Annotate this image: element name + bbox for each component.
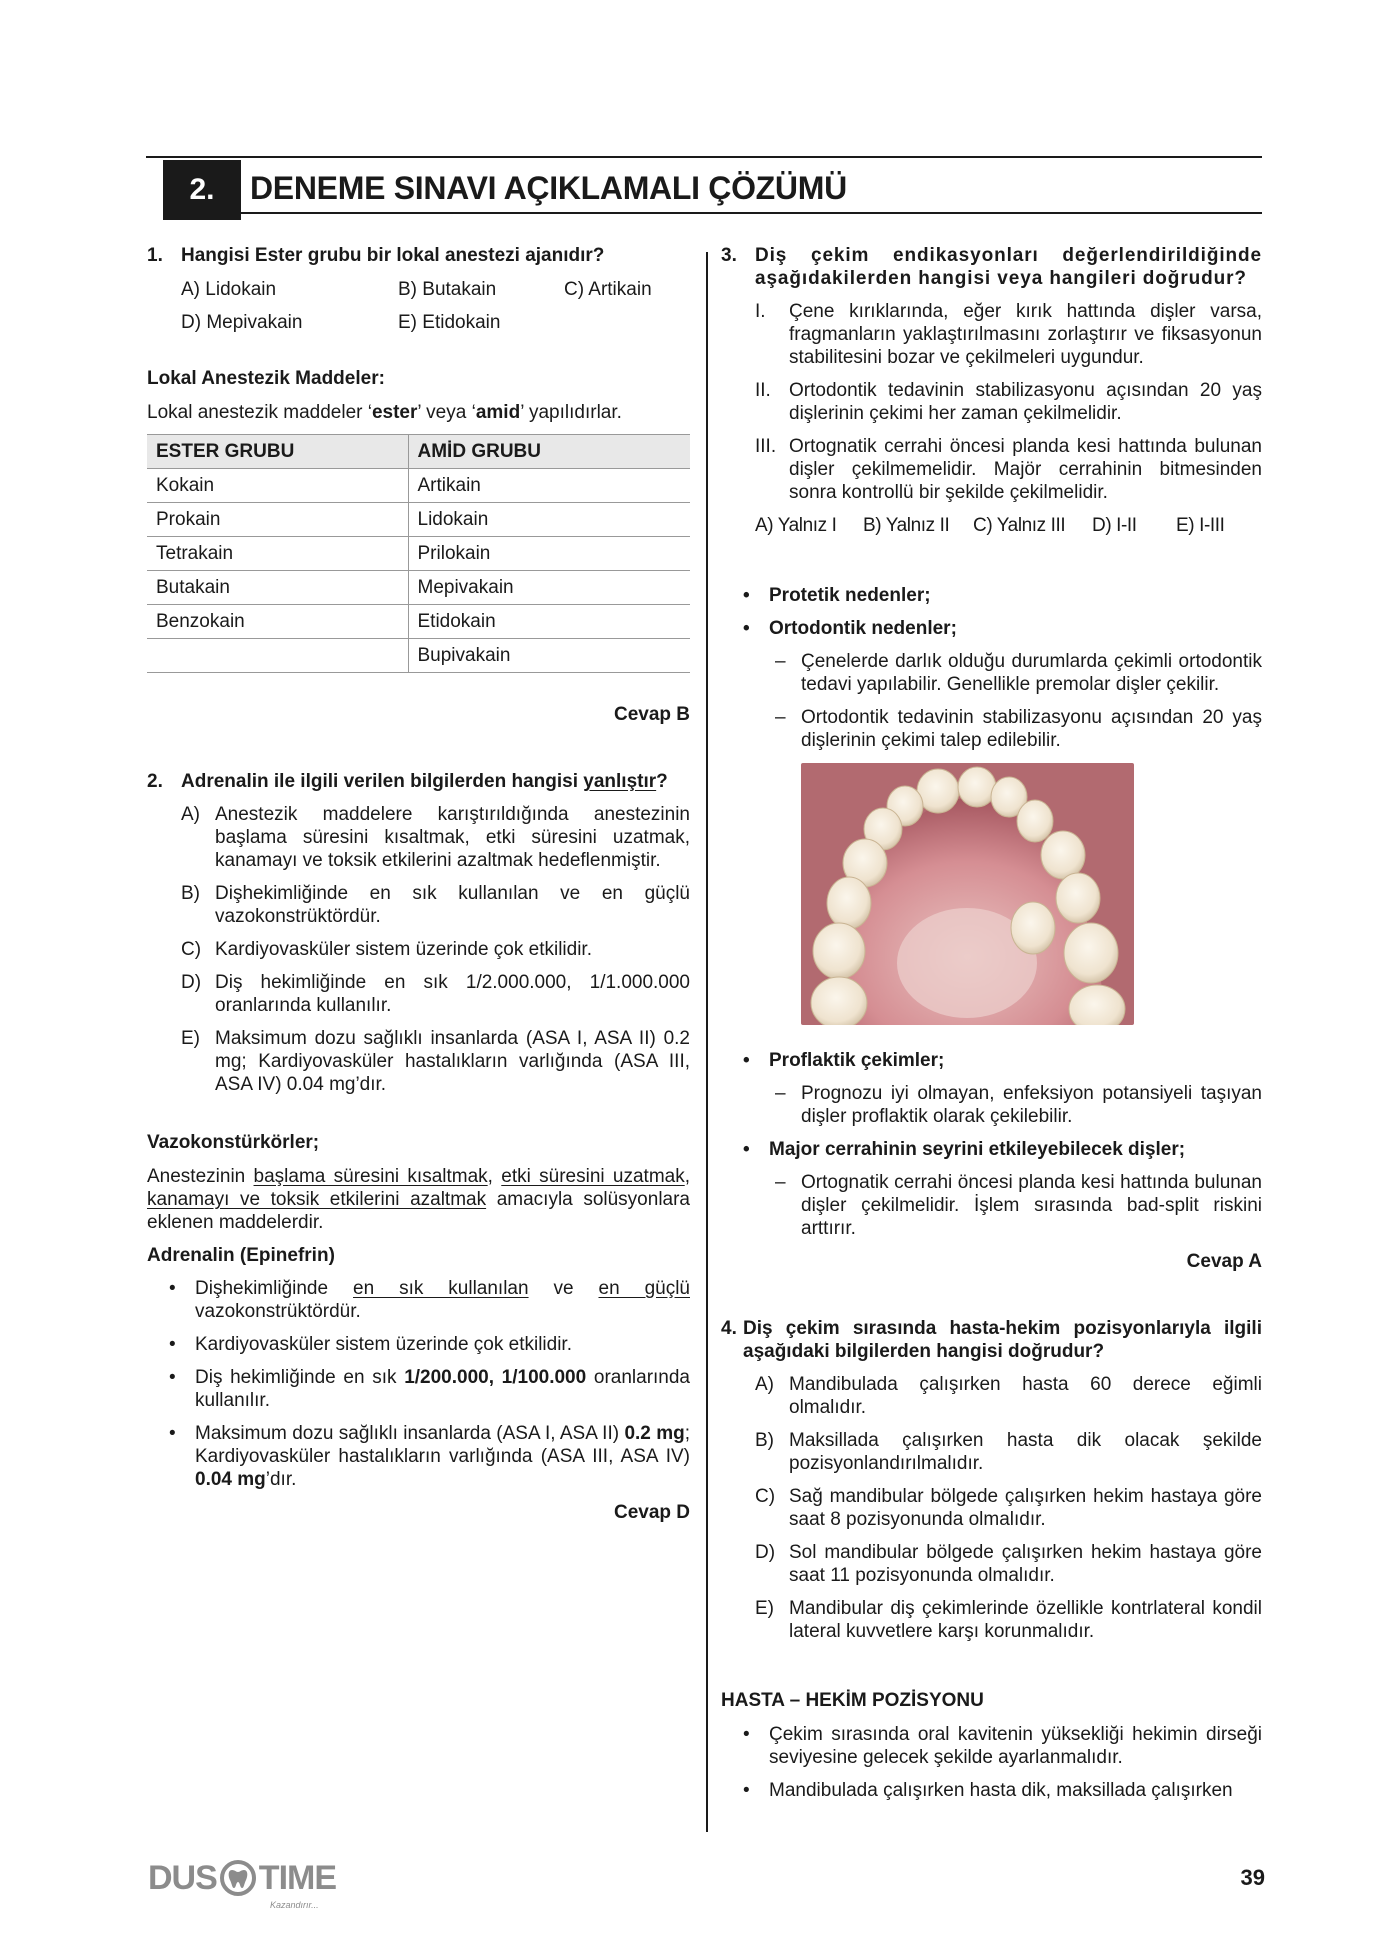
option-b: B) Dişhekimliğinde en sık kullanılan ve en güçlü vazokonstrüktördür.: [181, 883, 690, 927]
question-3: [721, 244, 1262, 290]
sub-item: – Çenelerde darlık olduğu durumlarda çekimli ortodontik tedavi yapılabilir. Genellikle premolar dişler çekilir.: [775, 651, 1262, 695]
logo-text-left: DUS: [148, 1858, 217, 1897]
list-item: • Proflaktik çekimler;: [743, 1050, 945, 1071]
option-a: A) Anestezik maddelere karıştırıldığında anestezinin başlama süresini kısaltmak, etki süresini uzatmak, kanamayı ve toksik etkilerini azaltmak hedeflenmiştir.: [181, 804, 690, 871]
table-row: [147, 639, 690, 673]
list-item: • Major cerrahinin seyrini etkileyebilecek dişler;: [743, 1139, 1186, 1160]
table-cell: Mepivakain: [408, 571, 690, 605]
option-a: A) Yalnız I: [755, 515, 837, 536]
list-item: • Kardiyovasküler sistem üzerinde çok etkilidir.: [169, 1334, 572, 1355]
section-title: Adrenalin (Epinefrin): [147, 1245, 335, 1266]
option-c: C) Yalnız III: [973, 515, 1066, 536]
sub-item: – Ortodontik tedavinin stabilizasyonu açısından 20 yaş dişlerinin çekimi talep edilebilir.: [775, 707, 1262, 751]
table-header-row: [147, 435, 690, 469]
option-e: E) I-III: [1176, 515, 1225, 536]
table-cell: Tetrakain: [147, 537, 408, 571]
table-cell: Prilokain: [408, 537, 690, 571]
question-text: Hangisi Ester grubu bir lokal anestezi ajanıdır?: [181, 245, 605, 266]
table-cell: Bupivakain: [408, 639, 690, 673]
section-title: Lokal Anestezik Maddeler:: [147, 368, 385, 389]
table-row: [147, 571, 690, 605]
table-cell: Lidokain: [408, 503, 690, 537]
table-row: [147, 503, 690, 537]
question-text: Diş çekim endikasyonları değerlendirildiğinde aşağıdakilerden hangisi veya hangileri doğrudur?: [755, 245, 1262, 289]
logo-tagline: Kazandırır...: [270, 1900, 319, 1910]
options-row: [147, 311, 690, 334]
section-number: 2.: [163, 160, 241, 220]
list-item: • Protetik nedenler;: [743, 585, 931, 606]
option-b: B) Yalnız II: [863, 515, 950, 536]
vaso-text: Anestezinin başlama süresini kısaltmak, etki süresini uzatmak, kanamayı ve toksik etkilerini azaltmak amacıyla solüsyonlara eklenen maddelerdir.: [147, 1166, 690, 1233]
question-number: 4.: [721, 1318, 737, 1339]
question-2: [147, 770, 690, 793]
dental-arch-photo: [801, 763, 1134, 1025]
header-top-rule: [146, 156, 1262, 158]
table-row: [147, 469, 690, 503]
option-a: A) Lidokain: [181, 279, 277, 300]
section-title: Vazokonstürkörler;: [147, 1132, 320, 1153]
table-cell: Benzokain: [147, 605, 408, 639]
list-item: • Maksimum dozu sağlıklı insanlarda (ASA I, ASA II) 0.2 mg; Kardiyovasküler hastalıkların varlığında (ASA III, ASA IV) 0.04 mg’dır.: [169, 1423, 690, 1490]
right-column: [721, 244, 1262, 1802]
question-number: 1.: [147, 245, 163, 266]
option-c: C) Kardiyovasküler sistem üzerinde çok etkilidir.: [181, 939, 592, 960]
question-number: 2.: [147, 771, 163, 792]
table-cell: Prokain: [147, 503, 408, 537]
intro-text: Lokal anestezik maddeler ‘ester’ veya ‘amid’ yapılıdırlar.: [147, 402, 622, 423]
question-1: [147, 244, 690, 267]
list-item: • Mandibulada çalışırken hasta dik, maksillada çalışırken: [743, 1780, 1233, 1801]
table-cell: Artikain: [408, 469, 690, 503]
explanation-list: [721, 1049, 1262, 1240]
option-e: E) Maksimum dozu sağlıklı insanlarda (ASA I, ASA II) 0.2 mg; Kardiyovasküler hastalıkların varlığında (ASA III, ASA IV) 0.04 mg’dır.: [181, 1028, 690, 1095]
bullet-list: [147, 1277, 690, 1491]
options-list: [721, 1373, 1262, 1643]
question-text: Adrenalin ile ilgili verilen bilgilerden hangisi yanlıştır?: [181, 771, 668, 792]
tooth-icon: [220, 1860, 256, 1896]
anesthetic-table: [147, 434, 690, 673]
option-d: D) Sol mandibular bölgede çalışırken hekim hastaya göre saat 11 pozisyonunda olmalıdır.: [755, 1542, 1262, 1586]
list-item: • Diş hekimliğinde en sık 1/200.000, 1/100.000 oranlarında kullanılır.: [169, 1367, 691, 1411]
option-b: B) Butakain: [398, 279, 497, 300]
table-header: AMİD GRUBU: [408, 435, 690, 469]
brand-logo: [148, 1858, 337, 1910]
options-row: [147, 278, 690, 301]
option-e: E) Mandibular diş çekimlerinde özellikle kontrlateral kondil lateral kuvvetlere karşı korunmalıdır.: [755, 1598, 1262, 1642]
bullet-list: [721, 1723, 1262, 1802]
table-cell: Kokain: [147, 469, 408, 503]
option-a: A) Mandibulada çalışırken hasta 60 derece eğimli olmalıdır.: [755, 1374, 1262, 1418]
logo-text-right: TIME: [258, 1858, 337, 1897]
options-row: [721, 514, 1262, 537]
answer-label: Cevap A: [1186, 1251, 1262, 1272]
statement-1: I. Çene kırıklarında, eğer kırık hattında dişler varsa, fragmanların yaklaştırılmasını zorlaştırır ve fiksasyonun stabilitesini bozar ve çekilmeleri uygundur.: [755, 301, 1262, 368]
option-c: C) Sağ mandibular bölgede çalışırken hekim hastaya göre saat 8 pozisyonunda olmalıdır.: [755, 1486, 1262, 1530]
header-bottom-rule: [241, 212, 1262, 214]
page-title: DENEME SINAVI AÇIKLAMALI ÇÖZÜMÜ: [250, 170, 847, 206]
answer-label: Cevap D: [613, 1502, 690, 1523]
option-b: B) Maksillada çalışırken hasta dik olacak şekilde pozisyonlandırılmalıdır.: [755, 1430, 1262, 1474]
section-title: HASTA – HEKİM POZİSYONU: [721, 1690, 984, 1711]
left-column: [147, 244, 690, 1524]
option-d: D) Diş hekimliğinde en sık 1/2.000.000, 1/1.000.000 oranlarında kullanılır.: [181, 972, 690, 1016]
option-e: E) Etidokain: [398, 312, 501, 333]
list-item: • Ortodontik nedenler;: [743, 618, 957, 639]
sub-item: – Prognozu iyi olmayan, enfeksiyon potansiyeli taşıyan dişler proflaktik olarak çekilebilir.: [775, 1083, 1262, 1127]
explanation-list: [721, 584, 1262, 752]
statement-list: [721, 300, 1262, 504]
list-item: • Dişhekimliğinde en sık kullanılan ve en güçlü vazokonstrüktördür.: [169, 1278, 690, 1322]
table-cell: [147, 639, 408, 673]
question-4: [721, 1317, 1262, 1363]
option-d: D) Mepivakain: [181, 312, 303, 333]
question-number: 3.: [721, 245, 737, 266]
table-row: [147, 605, 690, 639]
table-cell: Butakain: [147, 571, 408, 605]
question-text: Diş çekim sırasında hasta-hekim pozisyonlarıyla ilgili aşağıdaki bilgilerden hangisi doğrudur?: [743, 1318, 1262, 1362]
statement-3: III. Ortognatik cerrahi öncesi planda kesi hattında bulunan dişler çekilmemelidir. Majör cerrahinin bitmesinden sonra kontrollü bir şekilde çekilmelidir.: [755, 436, 1262, 503]
table-row: [147, 537, 690, 571]
answer-label: Cevap B: [613, 704, 690, 725]
statement-2: II. Ortodontik tedavinin stabilizasyonu açısından 20 yaş dişlerinin çekimi her zaman çekilmelidir.: [755, 380, 1262, 424]
table-cell: Etidokain: [408, 605, 690, 639]
page-number: 39: [1240, 1865, 1265, 1890]
option-c: C) Artikain: [564, 279, 652, 300]
column-divider: [706, 252, 708, 1832]
sub-item: – Ortognatik cerrahi öncesi planda kesi hattında bulunan dişler çekilmelidir. İşlem sırasında bad-split riskini arttırır.: [775, 1172, 1262, 1239]
options-list: [147, 803, 690, 1096]
option-d: D) I-II: [1092, 515, 1137, 536]
table-header: ESTER GRUBU: [147, 435, 408, 469]
list-item: • Çekim sırasında oral kavitenin yüksekliği hekimin dirseği seviyesine gelecek şekilde ayarlanmalıdır.: [743, 1724, 1262, 1768]
